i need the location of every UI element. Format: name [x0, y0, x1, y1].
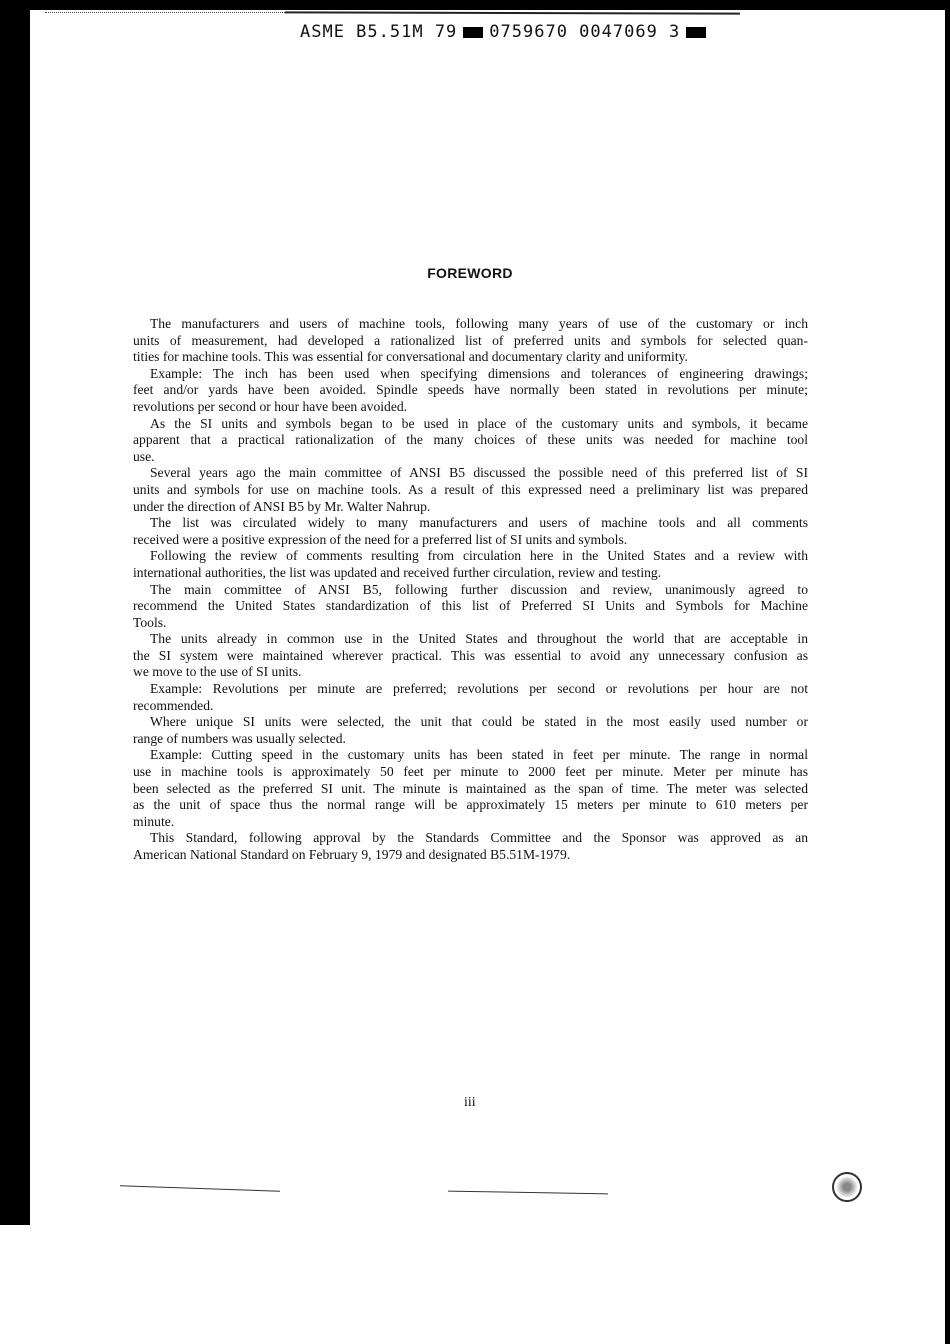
text-line: as the unit of space thus the normal range will be approximately 15 meters per minute to 610 meters per [133, 797, 808, 813]
paragraph [133, 681, 808, 714]
scan-noise [45, 12, 285, 15]
paragraph [133, 515, 808, 548]
text-line: range of numbers was usually selected. [133, 730, 346, 746]
text-line: American National Standard on February 9, 1979 and designated B5.51M-1979. [133, 847, 571, 862]
stamp-mark [832, 1172, 862, 1202]
paragraph [133, 548, 808, 581]
paragraph [133, 747, 808, 830]
text-line: Example: The inch has been used when specifying dimensions and tolerances of engineering drawings; [150, 365, 808, 381]
text-line: use in machine tools is approximately 50 feet per minute to 2000 feet per minute. Meter per minute has [133, 764, 808, 780]
text-line: under the direction of ANSI B5 by Mr. Walter Nahrup. [133, 498, 431, 514]
text-line: This Standard, following approval by the Standards Committee and the Sponsor was approved as an [150, 830, 808, 846]
foreword-body [133, 316, 808, 864]
code-right: 0759670 0047069 3 [489, 22, 681, 42]
black-block-mark [463, 27, 483, 38]
page-title: FOREWORD [427, 265, 513, 281]
document-code-header [300, 22, 712, 42]
text-line: units and symbols for use on machine tools. As a result of this expressed need a preliminary list was prepared [133, 481, 808, 497]
paragraph [133, 316, 808, 366]
text-line: feet and/or yards have been avoided. Spindle speeds have normally been stated in revolutions per minute; [133, 382, 808, 398]
text-line: recommended. [133, 697, 214, 713]
text-line: apparent that a practical rationalization of the many choices of these units was needed for machine tool [133, 432, 808, 448]
text-line: units of measurement, had developed a rationalized list of preferred units and symbols for selected quan- [133, 332, 808, 348]
text-line: Several years ago the main committee of ANSI B5 discussed the possible need of this preferred list of SI [150, 465, 808, 481]
paragraph [133, 465, 808, 515]
text-line: we move to the use of SI units. [133, 664, 302, 680]
text-line: As the SI units and symbols began to be used in place of the customary units and symbols, it became [150, 415, 808, 431]
text-line: The list was circulated widely to many manufacturers and users of machine tools and all comments [150, 515, 808, 531]
paragraph [133, 830, 808, 863]
text-line: Where unique SI units were selected, the unit that could be stated in the most easily used number or [150, 714, 808, 730]
text-line: received were a positive expression of the need for a preferred list of SI units and symbols. [133, 531, 628, 547]
paragraph [133, 366, 808, 416]
text-line: recommend the United States standardization of this list of Preferred SI Units and Symbols for Machine [133, 598, 808, 614]
scan-border-right [945, 0, 950, 1344]
code-left: ASME B5.51M 79 [300, 22, 458, 42]
black-block-mark [686, 27, 706, 38]
header-rule [285, 11, 740, 14]
text-line: minute. [133, 813, 175, 829]
scan-border-left [0, 0, 30, 1225]
text-line: The units already in common use in the United States and throughout the world that are acceptable in [150, 631, 808, 647]
text-line: been selected as the preferred SI unit. The minute is maintained as the span of time. The meter was selected [133, 780, 808, 796]
text-line: tities for machine tools. This was essential for conversational and documentary clarity and uniformity. [133, 349, 688, 365]
paragraph [133, 582, 808, 632]
text-line: The main committee of ANSI B5, following further discussion and review, unanimously agreed to [150, 581, 808, 597]
text-line: Example: Revolutions per minute are preferred; revolutions per second or revolutions per hour are not [150, 681, 808, 697]
pen-mark [448, 1191, 608, 1196]
text-line: The manufacturers and users of machine tools, following many years of use of the customary or inch [150, 316, 808, 331]
text-line: Example: Cutting speed in the customary units has been stated in feet per minute. The range in normal [150, 747, 808, 763]
page-number: iii [464, 1095, 476, 1110]
text-line: use. [133, 448, 155, 464]
scan-border-top [0, 0, 950, 10]
pen-mark [120, 1185, 280, 1193]
text-line: the SI system were maintained wherever practical. This was essential to avoid any unnecessary confusion as [133, 647, 808, 663]
paragraph [133, 714, 808, 747]
text-line: Following the review of comments resulting from circulation here in the United States and a review with [150, 548, 808, 564]
paragraph [133, 631, 808, 681]
text-line: international authorities, the list was updated and received further circulation, review and testing. [133, 564, 662, 580]
text-line: revolutions per second or hour have been avoided. [133, 398, 408, 414]
text-line: Tools. [133, 614, 167, 630]
paragraph [133, 416, 808, 466]
